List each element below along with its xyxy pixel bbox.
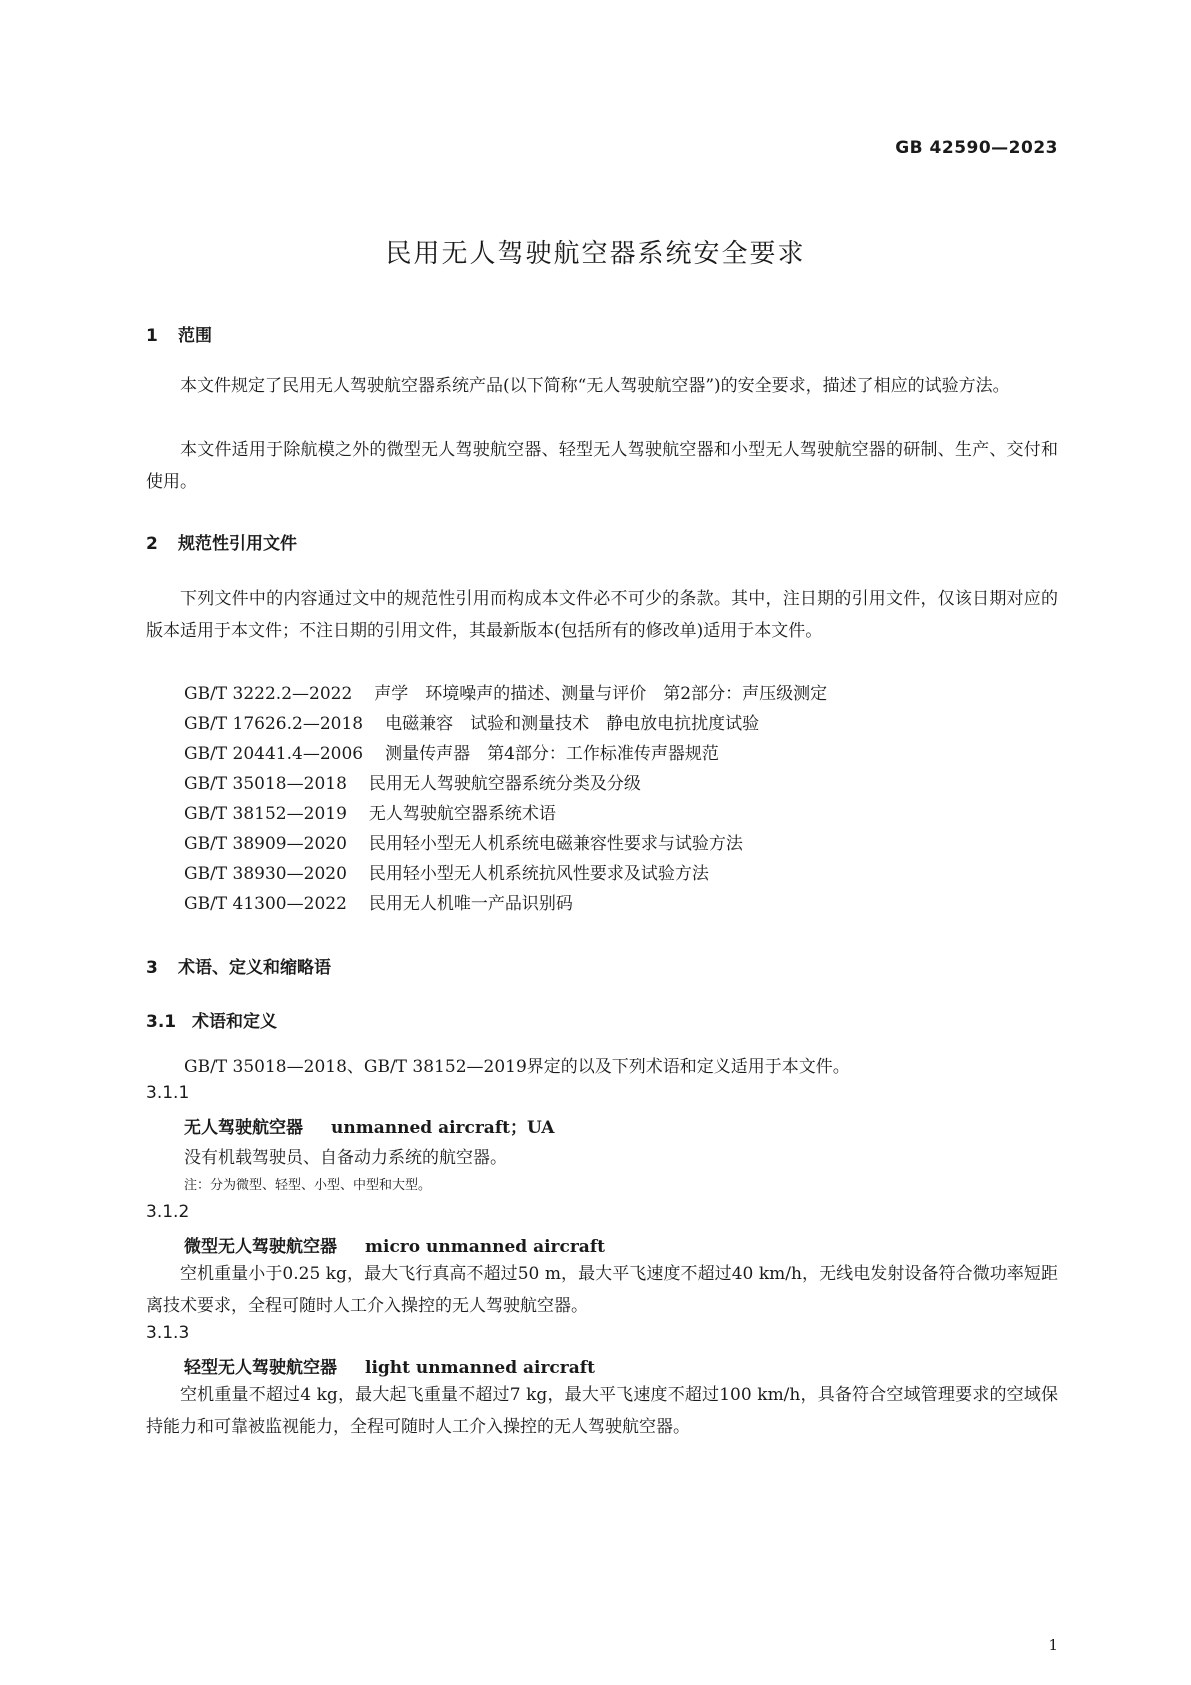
paragraph: GB/T 35018—2018、GB/T 38152—2019界定的以及下列术语和定义适用于本文件。 bbox=[184, 1057, 850, 1077]
reference-item bbox=[184, 799, 556, 824]
section-title: 范围 bbox=[178, 326, 212, 346]
term-heading bbox=[184, 1232, 605, 1257]
term-number: 3.1.2 bbox=[146, 1202, 190, 1222]
term-en: unmanned aircraft；UA bbox=[331, 1118, 555, 1138]
section-3-heading bbox=[146, 953, 331, 978]
term-definition: 空机重量不超过4 kg，最大起飞重量不超过7 kg，最大平飞速度不超过100 km/h，具备符合空域管理要求的空域保持能力和可靠被监视能力，全程可随时人工介入操控的无人驾驶航空器。 bbox=[146, 1385, 1058, 1437]
term-zh: 微型无人驾驶航空器 bbox=[184, 1237, 337, 1257]
reference-code: GB/T 38909—2020 bbox=[184, 834, 347, 854]
section-1-heading bbox=[146, 321, 212, 346]
page-number: 1 bbox=[1048, 1636, 1058, 1654]
term-en: micro unmanned aircraft bbox=[365, 1237, 605, 1257]
paragraph: 下列文件中的内容通过文中的规范性引用而构成本文件必不可少的条款。其中，注日期的引用文件，仅该日期对应的版本适用于本文件；不注日期的引用文件，其最新版本(包括所有的修改单)适用于本文件。 bbox=[146, 589, 1058, 641]
term-note: 注：分为微型、轻型、小型、中型和大型。 bbox=[184, 1178, 432, 1193]
term-number: 3.1.3 bbox=[146, 1323, 190, 1343]
standard-number: GB 42590—2023 bbox=[895, 138, 1058, 158]
term-heading bbox=[184, 1113, 554, 1138]
subsection-3-1-heading bbox=[146, 1007, 277, 1032]
reference-title: 电磁兼容 试验和测量技术 静电放电抗扰度试验 bbox=[385, 714, 760, 734]
reference-code: GB/T 41300—2022 bbox=[184, 894, 347, 914]
reference-code: GB/T 3222.2—2022 bbox=[184, 684, 353, 704]
term-en: light unmanned aircraft bbox=[365, 1358, 595, 1378]
reference-item bbox=[184, 889, 573, 914]
reference-item bbox=[184, 859, 709, 884]
section-number: 3 bbox=[146, 958, 158, 978]
reference-title: 测量传声器 第4部分：工作标准传声器规范 bbox=[385, 744, 719, 764]
reference-code: GB/T 20441.4—2006 bbox=[184, 744, 364, 764]
reference-item bbox=[184, 829, 743, 854]
section-title: 术语、定义和缩略语 bbox=[178, 958, 331, 978]
section-number: 2 bbox=[146, 534, 158, 554]
reference-title: 民用无人机唯一产品识别码 bbox=[368, 894, 573, 914]
section-title: 规范性引用文件 bbox=[178, 534, 297, 554]
term-zh: 轻型无人驾驶航空器 bbox=[184, 1358, 337, 1378]
reference-code: GB/T 38152—2019 bbox=[184, 804, 347, 824]
reference-title: 民用轻小型无人机系统抗风性要求及试验方法 bbox=[368, 864, 709, 884]
reference-item bbox=[184, 709, 759, 734]
term-zh: 无人驾驶航空器 bbox=[184, 1118, 303, 1138]
reference-code: GB/T 38930—2020 bbox=[184, 864, 347, 884]
reference-item bbox=[184, 739, 719, 764]
reference-item bbox=[184, 679, 827, 704]
paragraph: 本文件适用于除航模之外的微型无人驾驶航空器、轻型无人驾驶航空器和小型无人驾驶航空器的研制、生产、交付和使用。 bbox=[146, 440, 1058, 492]
reference-title: 无人驾驶航空器系统术语 bbox=[368, 804, 556, 824]
term-heading bbox=[184, 1353, 595, 1378]
section-number: 1 bbox=[146, 326, 158, 346]
term-definition: 没有机载驾驶员、自备动力系统的航空器。 bbox=[184, 1148, 507, 1168]
section-2-heading bbox=[146, 529, 297, 554]
reference-code: GB/T 35018—2018 bbox=[184, 774, 347, 794]
reference-item bbox=[184, 769, 641, 794]
document-title: 民用无人驾驶航空器系统安全要求 bbox=[385, 239, 806, 269]
term-definition: 空机重量小于0.25 kg，最大飞行真高不超过50 m，最大平飞速度不超过40 km/h，无线电发射设备符合微功率短距离技术要求，全程可随时人工介入操控的无人驾驶航空器。 bbox=[146, 1264, 1058, 1316]
term-number: 3.1.1 bbox=[146, 1083, 190, 1103]
subsection-title: 术语和定义 bbox=[192, 1012, 277, 1032]
paragraph: 本文件规定了民用无人驾驶航空器系统产品(以下简称“无人驾驶航空器”)的安全要求，描述了相应的试验方法。 bbox=[180, 376, 1010, 396]
reference-code: GB/T 17626.2—2018 bbox=[184, 714, 364, 734]
reference-title: 民用轻小型无人机系统电磁兼容性要求与试验方法 bbox=[368, 834, 743, 854]
reference-title: 民用无人驾驶航空器系统分类及分级 bbox=[368, 774, 641, 794]
reference-title: 声学 环境噪声的描述、测量与评价 第2部分：声压级测定 bbox=[374, 684, 828, 704]
subsection-number: 3.1 bbox=[146, 1012, 177, 1032]
